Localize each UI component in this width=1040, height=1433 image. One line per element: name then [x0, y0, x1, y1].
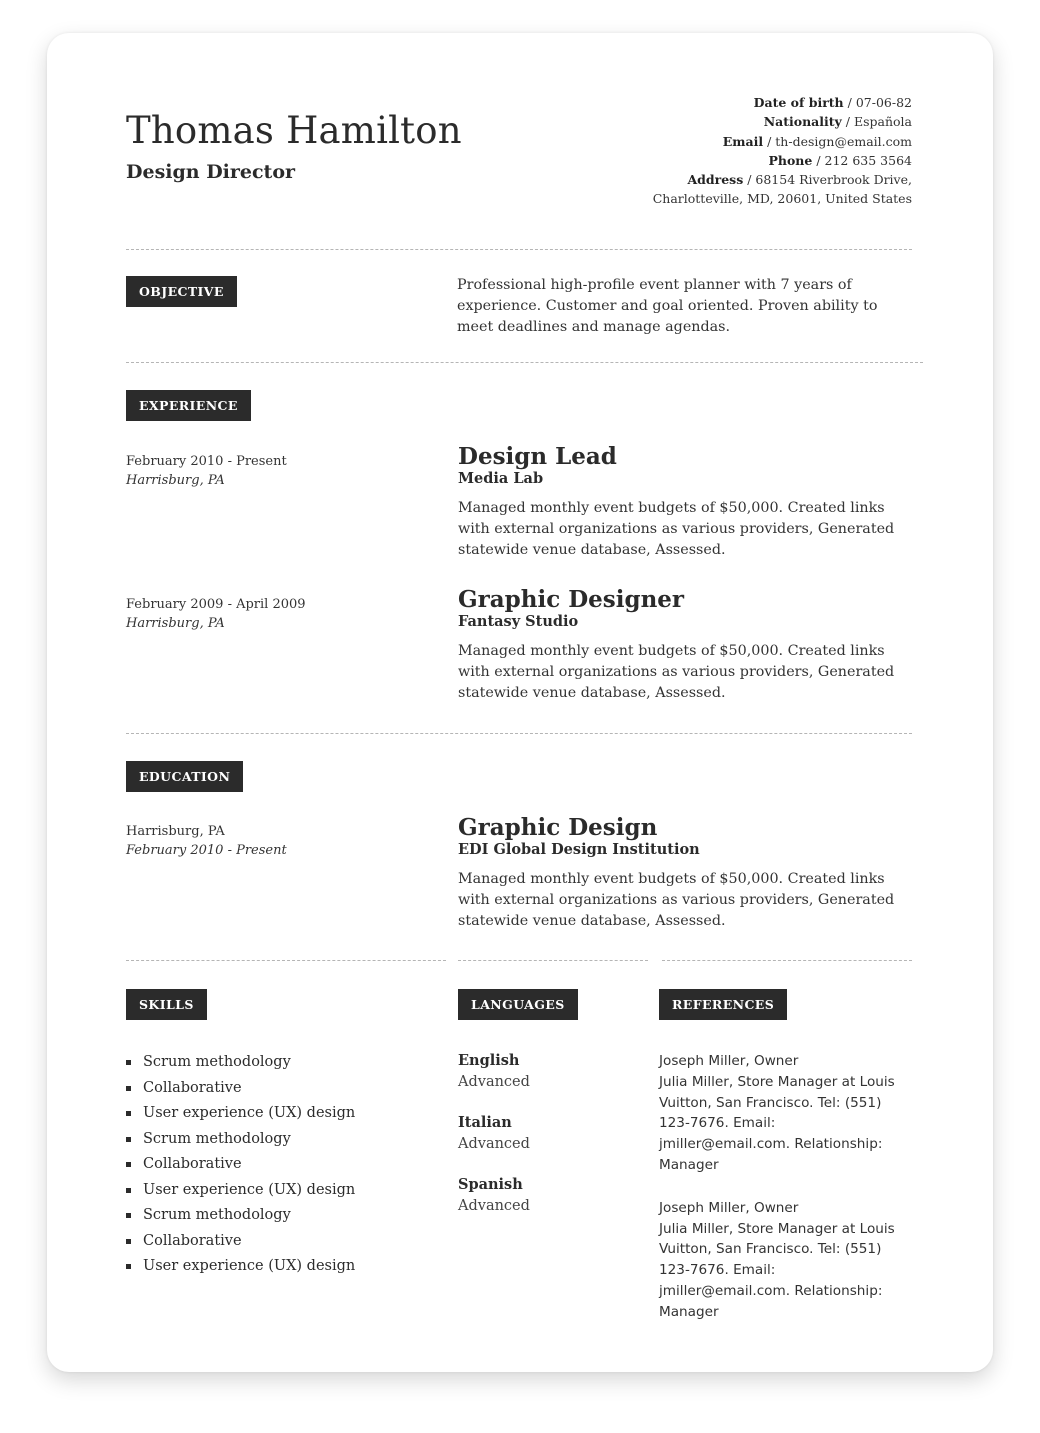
contact-row-address-line2: Charlotteville, MD, 20601, United States [652, 191, 912, 207]
reference-name: Joseph Miller, Owner [659, 1053, 799, 1069]
experience-meta [126, 452, 426, 490]
divider [126, 362, 923, 363]
language-name: Italian [458, 1114, 512, 1131]
skills-list [126, 1050, 355, 1280]
education-description: Managed monthly event budgets of $50,000. Created links with external organizations as various providers, Generated statewide venue database, Assessed. [458, 871, 895, 929]
list-item: Scrum methodology [126, 1127, 355, 1153]
contact-block [653, 93, 912, 209]
company-name: Fantasy Studio [458, 613, 579, 630]
divider [458, 960, 648, 961]
divider [126, 249, 912, 250]
language-level: Advanced [458, 1197, 530, 1214]
list-item: User experience (UX) design [126, 1101, 355, 1127]
references-list [659, 1051, 905, 1345]
reference-item [659, 1198, 905, 1323]
contact-row-phone: Phone / 212 635 3564 [768, 152, 912, 168]
education-entry [458, 814, 913, 932]
list-item: Collaborative [126, 1229, 355, 1255]
divider [126, 960, 446, 961]
list-item: Scrum methodology [126, 1050, 355, 1076]
job-title: Design Lead [458, 443, 617, 470]
candidate-name: Thomas Hamilton [126, 109, 462, 152]
resume-card [47, 33, 993, 1372]
candidate-role: Design Director [126, 161, 296, 183]
experience-dates: February 2009 - April 2009 [126, 597, 306, 612]
education-dates: February 2010 - Present [126, 843, 287, 858]
job-description: Managed monthly event budgets of $50,000. Created links with external organizations as various providers, Generated statewide venue database, Assessed. [458, 500, 895, 558]
reference-details: Julia Miller, Store Manager at Louis Vuitton, San Francisco. Tel: (551) 123-7676. Email: jmiller@email.com. Relationship: Manager [659, 1220, 895, 1320]
section-label-skills: SKILLS [126, 989, 207, 1020]
list-item: User experience (UX) design [126, 1178, 355, 1204]
list-item: User experience (UX) design [126, 1254, 355, 1280]
language-name: English [458, 1052, 520, 1069]
company-name: Media Lab [458, 470, 544, 487]
language-level: Advanced [458, 1135, 530, 1152]
degree-title: Graphic Design [458, 814, 658, 841]
language-name: Spanish [458, 1176, 523, 1193]
experience-dates: February 2010 - Present [126, 454, 287, 469]
list-item: Collaborative [126, 1076, 355, 1102]
institution-name: EDI Global Design Institution [458, 841, 700, 858]
experience-entry [458, 586, 913, 704]
language-item [458, 1175, 648, 1216]
experience-location: Harrisburg, PA [126, 616, 225, 631]
contact-row-dob: Date of birth / 07-06-82 [753, 95, 912, 110]
education-meta [126, 822, 426, 860]
language-item [458, 1113, 648, 1154]
languages-list [458, 1051, 648, 1237]
job-description: Managed monthly event budgets of $50,000. Created links with external organizations as various providers, Generated statewide venue database, Assessed. [458, 643, 895, 701]
list-item: Collaborative [126, 1152, 355, 1178]
section-label-experience: EXPERIENCE [126, 390, 251, 421]
experience-location: Harrisburg, PA [126, 473, 225, 488]
contact-row-address: Address / 68154 Riverbrook Drive, [687, 172, 912, 188]
list-item: Scrum methodology [126, 1203, 355, 1229]
experience-entry [458, 443, 913, 561]
divider [126, 733, 912, 734]
language-item [458, 1051, 648, 1092]
section-label-education: EDUCATION [126, 761, 243, 792]
email-link[interactable]: th-design@email.com [775, 133, 912, 149]
contact-row-email: Email / th-design@email.com [722, 133, 912, 149]
section-label-objective: OBJECTIVE [126, 276, 237, 307]
language-level: Advanced [458, 1073, 530, 1090]
job-title: Graphic Designer [458, 586, 685, 613]
contact-row-nationality: Nationality / Española [763, 114, 912, 130]
section-label-languages: LANGUAGES [458, 989, 578, 1020]
objective-text: Professional high-profile event planner with 7 years of experience. Customer and goal oriented. Proven ability to meet deadlines and manage agendas. [457, 277, 878, 335]
reference-item [659, 1051, 905, 1176]
experience-meta [126, 595, 426, 633]
section-label-references: REFERENCES [659, 989, 787, 1020]
education-location: Harrisburg, PA [126, 824, 225, 839]
reference-name: Joseph Miller, Owner [659, 1199, 799, 1216]
divider [662, 960, 912, 961]
reference-details: Julia Miller, Store Manager at Louis Vuitton, San Francisco. Tel: (551) 123-7676. Email: jmiller@email.com. Relationship: Manager [659, 1073, 895, 1173]
